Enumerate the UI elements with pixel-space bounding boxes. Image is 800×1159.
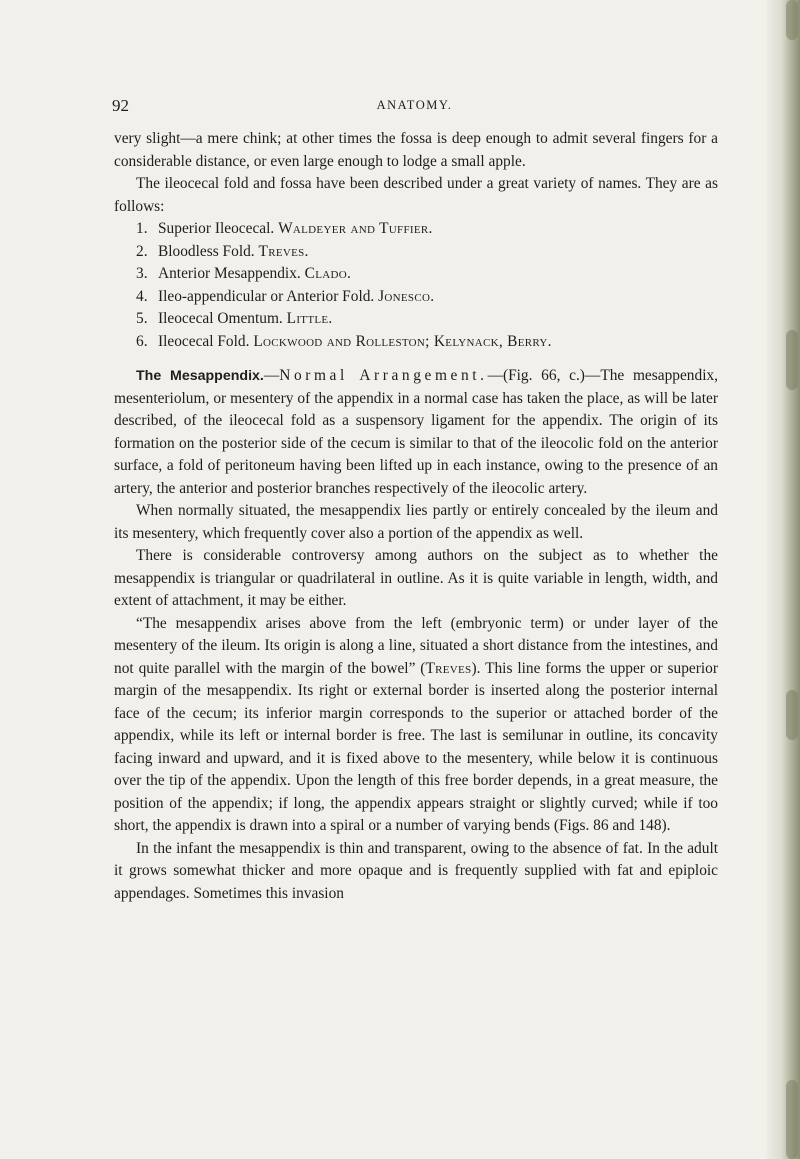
list-item-authors: Little. bbox=[286, 310, 333, 327]
page-edge bbox=[766, 0, 800, 1159]
section-heading: The Mesappendix. bbox=[136, 368, 264, 384]
list-item-authors: Clado. bbox=[304, 265, 352, 282]
section-gap bbox=[114, 353, 718, 365]
page-stain bbox=[786, 0, 798, 40]
page-stain bbox=[786, 1080, 798, 1159]
list-item bbox=[136, 308, 718, 331]
list-item-number: 6. bbox=[136, 332, 148, 350]
list-item-number: 4. bbox=[136, 287, 148, 305]
paragraph-text: ). This line forms the upper or superior margin of the mesappendix. Its right or external border is inserted along the posterior internal face of the cecum; its inferior margin corresponds to the superior or attached border of the appendix, while its left or internal border is free. The last is semilunar in outline, its concavity facing inward and upward, and it is fixed above to the mesentery, while below it is continuous over the tip of the appendix. Upon the length of this free border depends, in a great measure, the position of the appendix; if long, the appendix appears straight or slightly curved; while if too short, the appendix is drawn into a spiral or a number of varying bends (Figs. 86 and 148). bbox=[114, 659, 718, 834]
paragraph: In the infant the mesappendix is thin and transparent, owing to the absence of fat. In the adult it grows somewhat thicker and more opaque and is frequently supplied with fat and epiploic appendages. Sometimes this invasion bbox=[114, 839, 718, 902]
list-item bbox=[136, 218, 718, 241]
list-item-number: 3. bbox=[136, 265, 148, 282]
list-item-authors: Jonesco. bbox=[378, 287, 435, 305]
list-item bbox=[136, 263, 718, 286]
list-item-number: 2. bbox=[136, 242, 148, 260]
paragraph: The ileocecal fold and fossa have been described under a great variety of names. They are as follows: bbox=[114, 175, 718, 215]
list-item-name: Ileocecal Fold. bbox=[158, 332, 250, 350]
section-paragraph bbox=[114, 365, 718, 500]
paragraph bbox=[114, 613, 718, 838]
list-item-authors: Waldeyer and Tuffier. bbox=[278, 220, 433, 237]
list-item-authors: Treves. bbox=[258, 242, 309, 260]
list-item-name: Bloodless Fold. bbox=[158, 242, 255, 260]
list-item-number: 1. bbox=[136, 220, 148, 237]
page-number: 92 bbox=[112, 96, 129, 115]
names-list bbox=[114, 218, 718, 353]
list-item-number: 5. bbox=[136, 310, 148, 327]
list-item-name: Anterior Mesappendix. bbox=[158, 265, 301, 282]
paragraph: very slight—a mere chink; at other times the fossa is deep enough to admit several fingers for a considerable distance, or even large enough to lodge a small apple. bbox=[114, 130, 718, 170]
page-stain bbox=[786, 330, 798, 390]
list-item bbox=[136, 331, 718, 354]
list-item bbox=[136, 286, 718, 309]
heading-dash: — bbox=[263, 367, 280, 384]
list-item-authors: Lockwood and Rolleston; Kelynack, Berry. bbox=[253, 332, 552, 350]
paragraph: There is considerable controversy among authors on the subject as to whether the mesappendix is triangular or quadrilateral in outline. As it is quite variable in length, width, and extent of attachment, it may be either. bbox=[114, 547, 718, 609]
section-subheading: Normal Arrangement. bbox=[279, 367, 488, 384]
paragraph: When normally situated, the mesappendix lies partly or entirely concealed by the ileum and its mesentery, which frequently cover also a portion of the appendix as well. bbox=[114, 502, 718, 542]
page-body bbox=[114, 128, 718, 905]
page-stain bbox=[786, 690, 798, 740]
list-item-name: Ileocecal Omentum. bbox=[158, 310, 283, 327]
page-header bbox=[112, 96, 717, 118]
list-item bbox=[136, 241, 718, 264]
section-text: —(Fig. 66, c.)—The mesappendix, mesenteriolum, or mesentery of the appendix in a normal case has taken the place, as will be later described, of the ileocecal fold as a suspensory ligament for the appendix. The origin of its formation on the posterior side of the cecum is similar to that of the ileocolic fold on the anterior surface, a fold of peritoneum having been lifted up in each instance, owing to the presence of an artery, the anterior and posterior branches respectively of the ileocolic artery. bbox=[114, 367, 719, 497]
running-head: ANATOMY. bbox=[376, 98, 453, 112]
list-item-name: Superior Ileocecal. bbox=[158, 220, 275, 237]
citation: Treves bbox=[425, 659, 472, 677]
quote-text: “The mesappendix arises above from the left (embryonic term) or under layer of the mesentery of the ileum. Its origin is along a line, situated a short distance from the intestines, and not quite parallel with the margin of the bowel” ( bbox=[114, 614, 718, 677]
list-item-name: Ileo-appendicular or Anterior Fold. bbox=[158, 287, 375, 305]
